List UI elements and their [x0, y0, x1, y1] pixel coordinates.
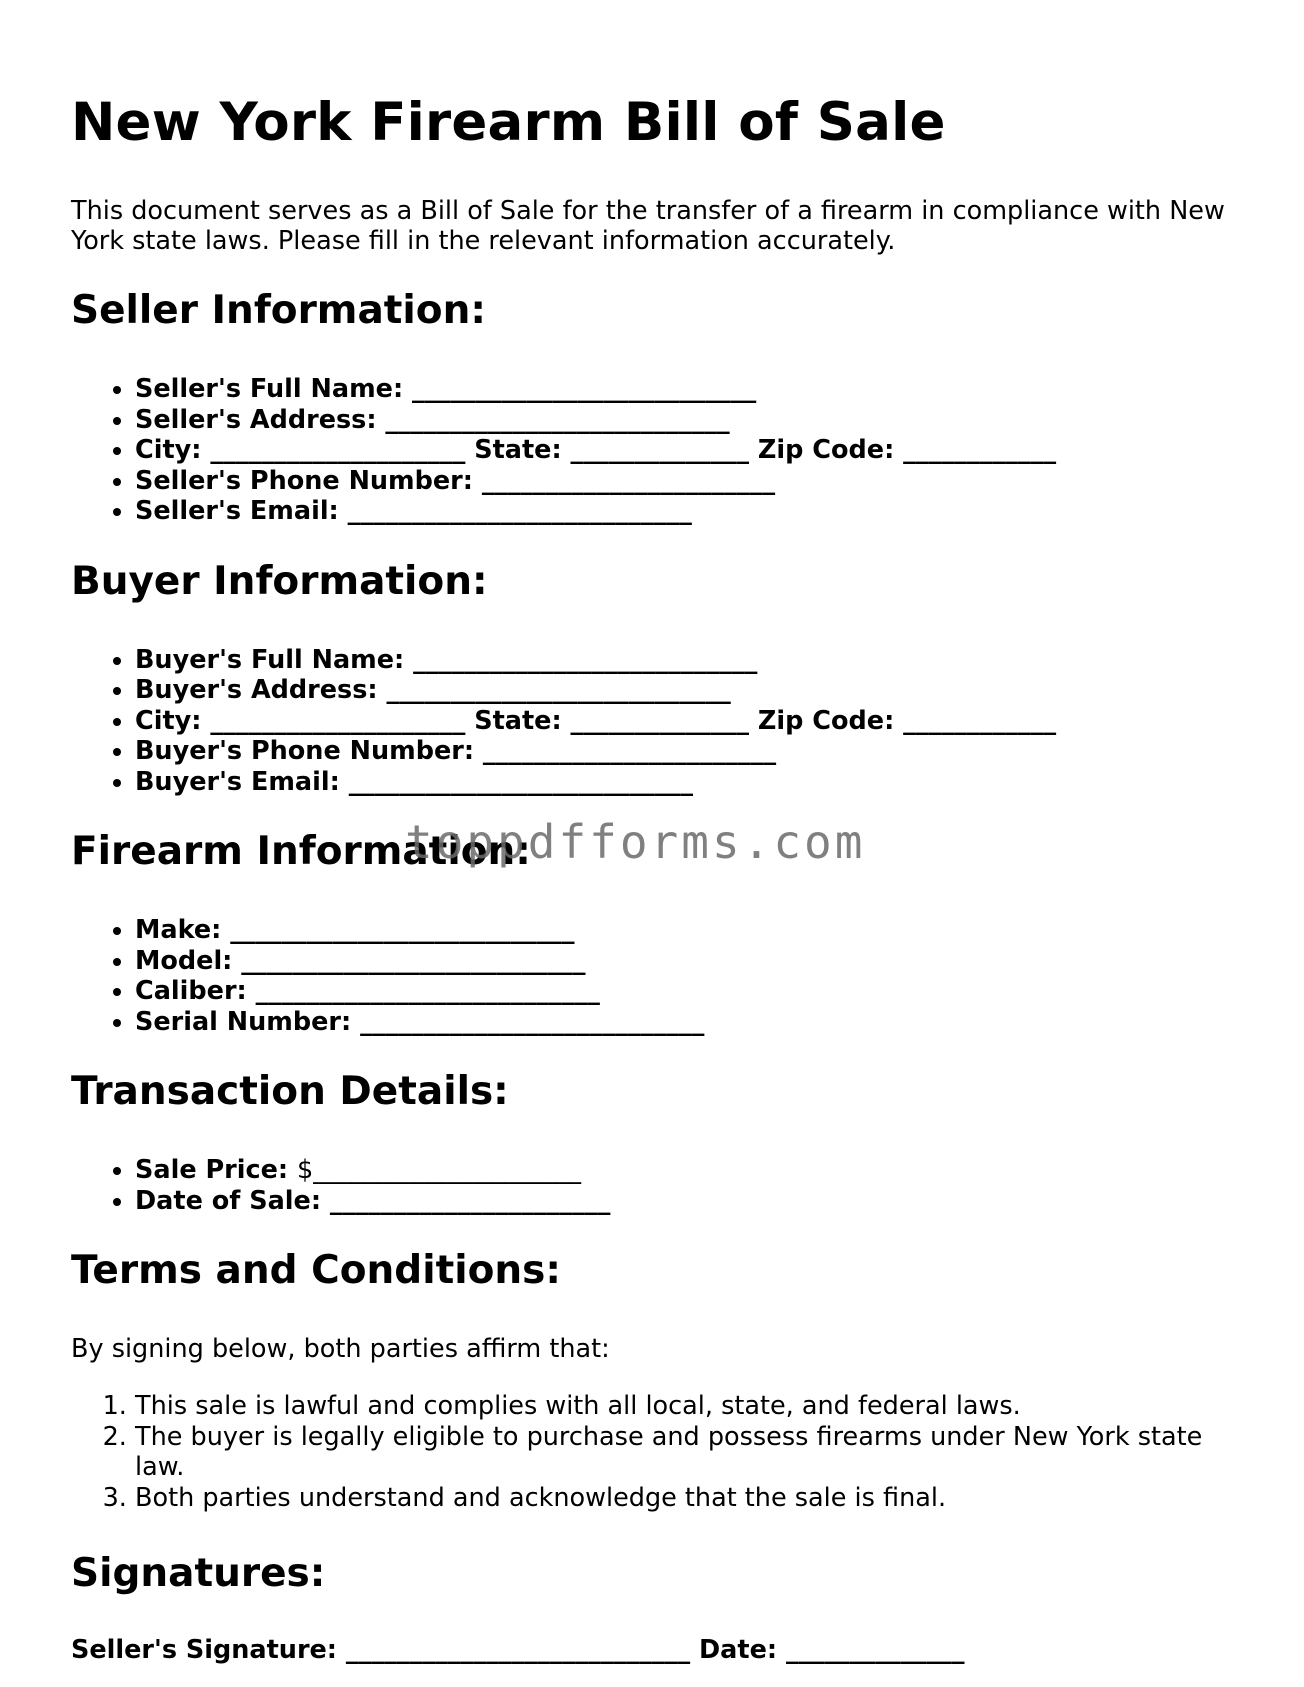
- intro-paragraph: This document serves as a Bill of Sale for the transfer of a firearm in compliance with New York state laws. Please fill in the relevant information accurately.: [71, 196, 1225, 256]
- transaction-heading: Transaction Details:: [71, 1069, 509, 1114]
- buyer-fields: [71, 645, 1231, 798]
- firearm-heading: Firearm Information:: [71, 829, 531, 874]
- buyer-phone-field[interactable]: • Buyer's Phone Number: _______________________: [135, 736, 1231, 767]
- terms-heading: Terms and Conditions:: [71, 1248, 561, 1293]
- buyer-heading: Buyer Information:: [71, 558, 488, 604]
- buyer-city-state-zip-field[interactable]: • City: ____________________ State: ______________ Zip Code: ____________: [135, 706, 1231, 737]
- firearm-make-field[interactable]: • Make: ___________________________: [135, 915, 1231, 946]
- firearm-fields: [71, 915, 1231, 1037]
- seller-city-state-zip-field[interactable]: • City: ____________________ State: ______________ Zip Code: ____________: [135, 435, 1231, 466]
- terms-item: 3. Both parties understand and acknowledge that the sale is final.: [135, 1483, 1231, 1514]
- firearm-model-field[interactable]: • Model: ___________________________: [135, 946, 1231, 977]
- buyer-email-field[interactable]: • Buyer's Email: ___________________________: [135, 767, 1231, 798]
- seller-heading: Seller Information:: [71, 288, 486, 333]
- seller-address-field[interactable]: • Seller's Address: ___________________________: [135, 405, 1231, 436]
- signatures-heading: Signatures:: [71, 1551, 326, 1596]
- affirm-text: By signing below, both parties affirm that:: [71, 1334, 610, 1364]
- buyer-full-name-field[interactable]: • Buyer's Full Name: ___________________________: [135, 645, 1231, 676]
- firearm-caliber-field[interactable]: • Caliber: ___________________________: [135, 976, 1231, 1007]
- terms-list: [71, 1391, 1231, 1513]
- terms-item: 1. This sale is lawful and complies with all local, state, and federal laws.: [135, 1391, 1231, 1422]
- seller-fields: [71, 374, 1231, 527]
- transaction-fields: [71, 1155, 1231, 1216]
- page-title: New York Firearm Bill of Sale: [71, 92, 946, 153]
- buyer-address-field[interactable]: • Buyer's Address: ___________________________: [135, 675, 1231, 706]
- sale-price-field[interactable]: • Sale Price: $_____________________: [135, 1155, 1231, 1186]
- seller-phone-field[interactable]: • Seller's Phone Number: _______________________: [135, 466, 1231, 497]
- terms-item: 2. The buyer is legally eligible to purchase and possess firearms under New York state law.: [135, 1422, 1231, 1483]
- watermark: toppdfforms.com: [405, 815, 866, 869]
- document-page: [71, 88, 1231, 1665]
- seller-full-name-field[interactable]: • Seller's Full Name: ___________________________: [135, 374, 1231, 405]
- seller-email-field[interactable]: • Seller's Email: ___________________________: [135, 496, 1231, 527]
- firearm-serial-field[interactable]: • Serial Number: ___________________________: [135, 1007, 1231, 1038]
- seller-signature-line[interactable]: Seller's Signature: ___________________________ Date: ______________: [71, 1635, 965, 1665]
- date-of-sale-field[interactable]: • Date of Sale: ______________________: [135, 1186, 1231, 1217]
- sale-price-blank[interactable]: $_____________________: [296, 1155, 581, 1185]
